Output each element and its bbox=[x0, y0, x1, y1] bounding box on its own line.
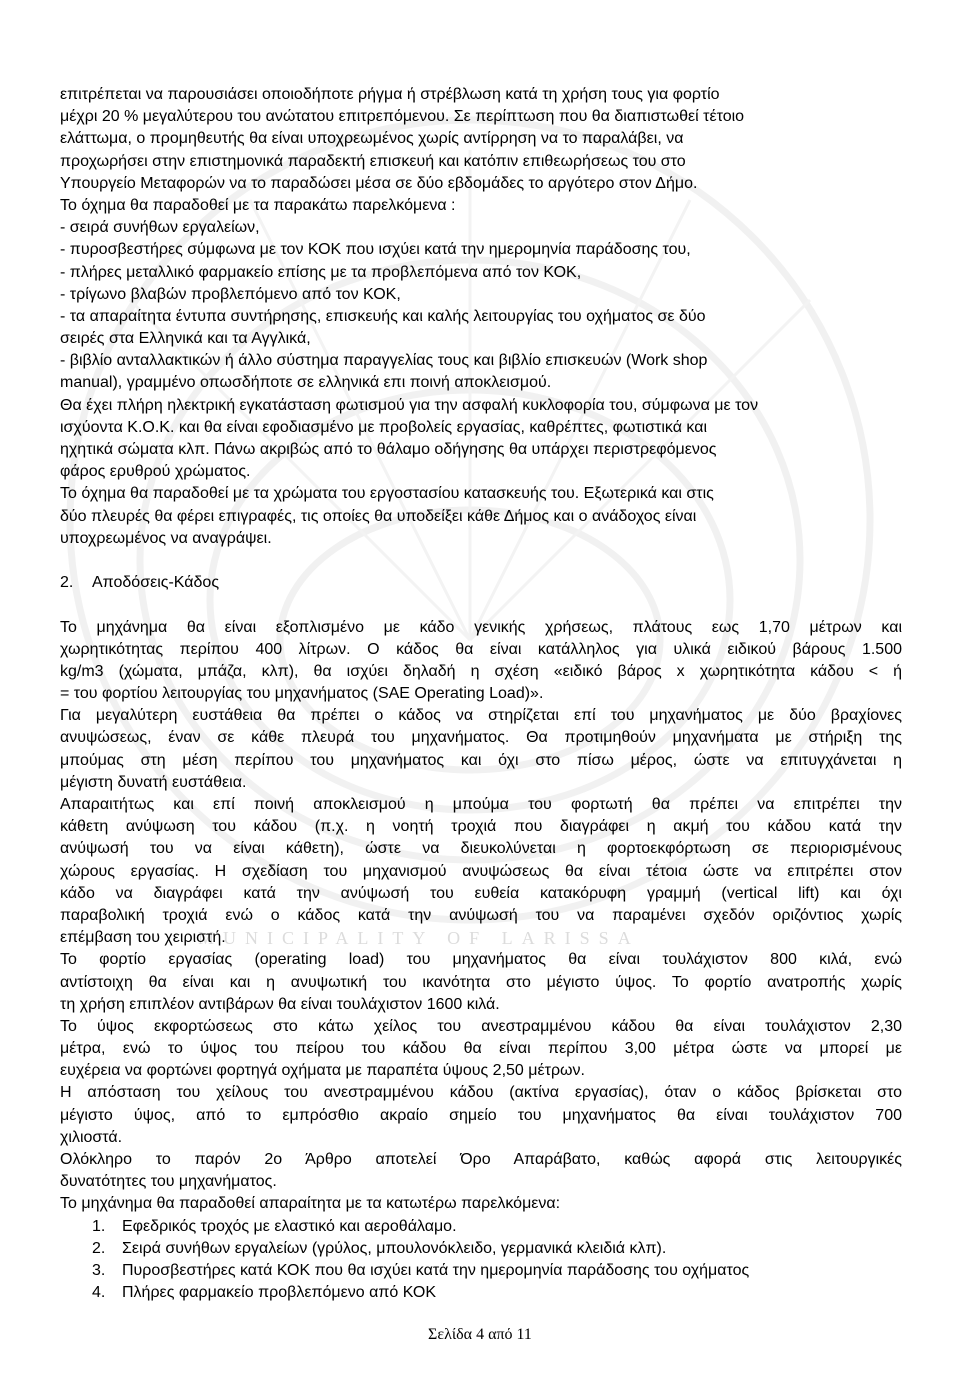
text-line: ηχητικά σώματα κλπ. Πάνω ακριβώς από το θάλαμο οδήγησης θα υπάρχει περιστρεφόμενος bbox=[60, 441, 717, 458]
text-line: ανύψωσή του να είναι κάθετη), ώστε να διευκολύνεται η φορτοεκφόρτωση σε περιορισμένους bbox=[60, 840, 902, 858]
text-line: χιλιοστά. bbox=[60, 1128, 123, 1146]
list-item-number: 2. bbox=[92, 1239, 106, 1257]
text-line: υποχρεωμένος να αναγράψει. bbox=[60, 529, 272, 547]
list-item bbox=[60, 1282, 902, 1304]
text-line: τη χρήση επιπλέον αντιβάρων θα είναι τουλάχιστον 1600 κιλά. bbox=[60, 995, 500, 1013]
text-line: Το μηχάνημα θα είναι εξοπλισμένο με κάδο γενικής χρήσεως, πλάτους εως 1,70 μέτρων και bbox=[60, 618, 902, 636]
text-line: Το μηχάνημα θα παραδοθεί απαραίτητα με τα κατωτέρω παρελκόμενα: bbox=[60, 1195, 561, 1213]
text-line: χωρητικότητας περίπου 400 λίτρων. Ο κάδος θα είναι κατάλληλος για υλικά ειδικού βάρους 1.500 bbox=[60, 640, 902, 658]
text-line: - τρίγωνο βλαβών προβλεπόμενο από τον ΚΟΚ, bbox=[60, 285, 401, 303]
list-item-number: 4. bbox=[92, 1284, 106, 1302]
text-line: - σειρά συνήθων εργαλείων, bbox=[60, 219, 260, 237]
text-line: Απαραιτήτως και επί ποινή αποκλεισμού η μπούμα του φορτωτή θα πρέπει να επιτρέπει την bbox=[60, 796, 902, 813]
text-line: - πυροσβεστήρες σύμφωνα με τον ΚΟΚ που ισχύει κατά την ημερομηνία παράδοσης του, bbox=[60, 241, 691, 259]
text-line: κάδο να διαγράφει κατά την ανύψωσή του ευθεία κατακόρυφη γραμμή (vertical lift) και όχι bbox=[60, 884, 902, 902]
text-line: ισχύοντα Κ.Ο.Κ. και θα είναι εφοδιασμένο με προβολείς εργασίας, καθρέπτες, φωτιστικά και bbox=[60, 418, 708, 436]
text-line: ευχέρεια να φορτώνει φορτηγά οχήματα με παραπέτα ύψους 2,50 μέτρων. bbox=[60, 1062, 585, 1080]
text-line: Το όχημα θα παραδοθεί με τα παρακάτω παρελκόμενα : bbox=[60, 196, 456, 214]
text-line: Η απόσταση του χείλους του ανεστραμμένου κάδου (ακτίνα εργασίας), όταν ο κάδος βρίσκεται στο bbox=[60, 1084, 902, 1102]
text-line: δυνατότητες του μηχανήματος. bbox=[60, 1173, 277, 1191]
text-line: προχωρήσει στην επιστημονικά παραδεκτή επισκευή και κατόπιν επιθεωρήσεως του στο bbox=[60, 152, 686, 170]
text-line: παραβολική τροχιά ενώ ο κάδος κατά την ανύψωσή του να παραμένει σχεδόν οριζόντιος χωρίς bbox=[60, 906, 902, 924]
text-line: φάρος ερυθρού χρώματος. bbox=[60, 463, 251, 481]
text-line: Το όχημα θα παραδοθεί με τα χρώματα του εργοστασίου κατασκευής του. Εξωτερικά και στις bbox=[60, 485, 714, 503]
list-item-number: 3. bbox=[92, 1261, 106, 1279]
blank-line bbox=[60, 550, 902, 572]
text-line: - τα απαραίτητα έντυπα συντήρησης, επισκευής και καλής λειτουργίας του οχήματος σε δύο bbox=[60, 307, 706, 325]
text-line: = του φορτίου λειτουργίας του μηχανήματος (SAE Operating Load)». bbox=[60, 685, 544, 703]
text-line: Το φορτίο εργασίας (operating load) του μηχανήματος θα είναι τουλάχιστον 800 κιλά, ενώ bbox=[60, 951, 902, 969]
list-item-text: Πυροσβεστήρες κατά ΚΟΚ που θα ισχύει κατά την ημερομηνία παράδοσης του οχήματος bbox=[122, 1261, 750, 1279]
text-line: Υπουργείο Μεταφορών να το παραδώσει μέσα σε δύο εβδομάδες το αργότερο στον Δήμο. bbox=[60, 174, 698, 192]
text-line: kg/m3 (χώματα, μπάζα, κλπ), θα ισχύει δηλαδή η σχέση «ειδικό βάρος x χωρητικότητα κάδου < ή bbox=[60, 662, 902, 680]
text-line: ελάττωμα, ο προμηθευτής θα είναι υποχρεωμένος χωρίς αντίρρηση να το παραλάβει, να bbox=[60, 130, 684, 148]
text-line: manual), γραμμένο οπωσδήποτε σε ελληνικά επι ποινή αποκλεισμού. bbox=[60, 374, 552, 392]
list-item bbox=[60, 1238, 902, 1260]
text-line: - βιβλίο ανταλλακτικών ή άλλο σύστημα παραγγελίας τους και βιβλίο επισκευών (Work shop bbox=[60, 352, 708, 370]
text-line: δύο πλευρές θα φέρει επιγραφές, τις οποίες θα υποδείξει κάθε Δήμος και ο ανάδοχος είναι bbox=[60, 507, 697, 525]
text-line: Θα έχει πλήρη ηλεκτρική εγκατάσταση φωτισμού για την ασφαλή κυκλοφορία του, σύμφωνα με τον bbox=[60, 396, 759, 414]
page-footer: Σελίδα 4 από 11 bbox=[428, 1326, 532, 1343]
text-line: - πλήρες μεταλλικό φαρμακείο επίσης με τα προβλεπόμενα από τον ΚΟΚ, bbox=[60, 263, 582, 281]
text-line: μέγιστη δυνατή ευστάθεια. bbox=[60, 773, 247, 791]
text-line: επιτρέπεται να παρουσιάσει οποιοδήποτε ρήγμα ή στρέβλωση κατά τη χρήση τους για φορτίο bbox=[60, 86, 720, 103]
list-item-text: Πλήρες φαρμακείο προβλεπόμενο από ΚΟΚ bbox=[122, 1284, 437, 1302]
list-item-text: Εφεδρικός τροχός με ελαστικό και αεροθάλαμο. bbox=[122, 1217, 457, 1235]
text-line: μπούμας στη μέση περίπου του μηχανήματος και όχι στο πίσω μέρος, ώστε να επιτυγχάνεται η bbox=[60, 751, 902, 769]
text-line: Το ύψος εκφορτώσεως στο κάτω χείλος του ανεστραμμένου κάδου θα είναι τουλάχιστον 2,30 bbox=[60, 1017, 902, 1035]
text-line: Για μεγαλύτερη ευστάθεια θα πρέπει ο κάδος να στηρίζεται επί του μηχανήματος με δύο βραχίονες bbox=[60, 707, 902, 725]
text-line: μέτρα, ενώ το ύψος του πείρου του κάδου θα είναι περίπου 3,00 μέτρα ώστε να μπορεί με bbox=[60, 1040, 902, 1058]
list-item-number: 1. bbox=[92, 1217, 106, 1235]
text-line: μέγιστο ύψος, από το εμπρόσθιο ακραίο σημείο του μηχανήματος θα είναι τουλάχιστον 700 bbox=[60, 1106, 902, 1124]
watermark-text: MUNICIPALITY OF LARISSA bbox=[198, 928, 640, 948]
section-title: Αποδόσεις-Κάδος bbox=[92, 574, 220, 592]
section-heading bbox=[60, 572, 902, 594]
list-item bbox=[60, 1260, 902, 1282]
text-line: ανυψώσεως, έναν σε κάθε πλευρά του μηχανήματος. Θα προτιμηθούν μηχανήματα με στήριξη της bbox=[60, 729, 902, 747]
text-line: σειρές στα Ελληνικά και τα Αγγλικά, bbox=[60, 330, 311, 348]
document-body bbox=[60, 84, 902, 1304]
text-line: κάθετη ανύψωση του κάδου (π.χ. η νοητή τροχιά που διαγράφει η ακμή του κάδου κατά την bbox=[60, 818, 902, 836]
text-line: Ολόκληρο το παρόν 2ο Άρθρο αποτελεί Όρο Απαράβατο, καθώς αφορά στις λειτουργικές bbox=[60, 1151, 902, 1168]
list-item-text: Σειρά συνήθων εργαλείων (γρύλος, μπουλονόκλειδο, γερμανικά κλειδιά κλπ). bbox=[122, 1239, 667, 1257]
text-line: μέχρι 20 % μεγαλύτερου του ανώτατου επιτρεπόμενου. Σε περίπτωση που θα διαπιστωθεί τέτοιο bbox=[60, 108, 745, 126]
section-number: 2. bbox=[60, 574, 74, 592]
blank-line bbox=[60, 594, 902, 616]
text-line: επέμβαση του χειριστή. bbox=[60, 929, 226, 947]
text-line: χώρους εργασίας. Η σχεδίαση του μηχανισμού ανυψώσεως θα είναι τέτοια ώστε να επιτρέπει στον bbox=[60, 862, 902, 880]
text-line: αντίστοιχη θα είναι και η ανυψωτική του ικανότητα στο μέγιστο ύψος. Το φορτίο ανατροπής χωρίς bbox=[60, 973, 902, 991]
list-item bbox=[60, 1216, 902, 1238]
